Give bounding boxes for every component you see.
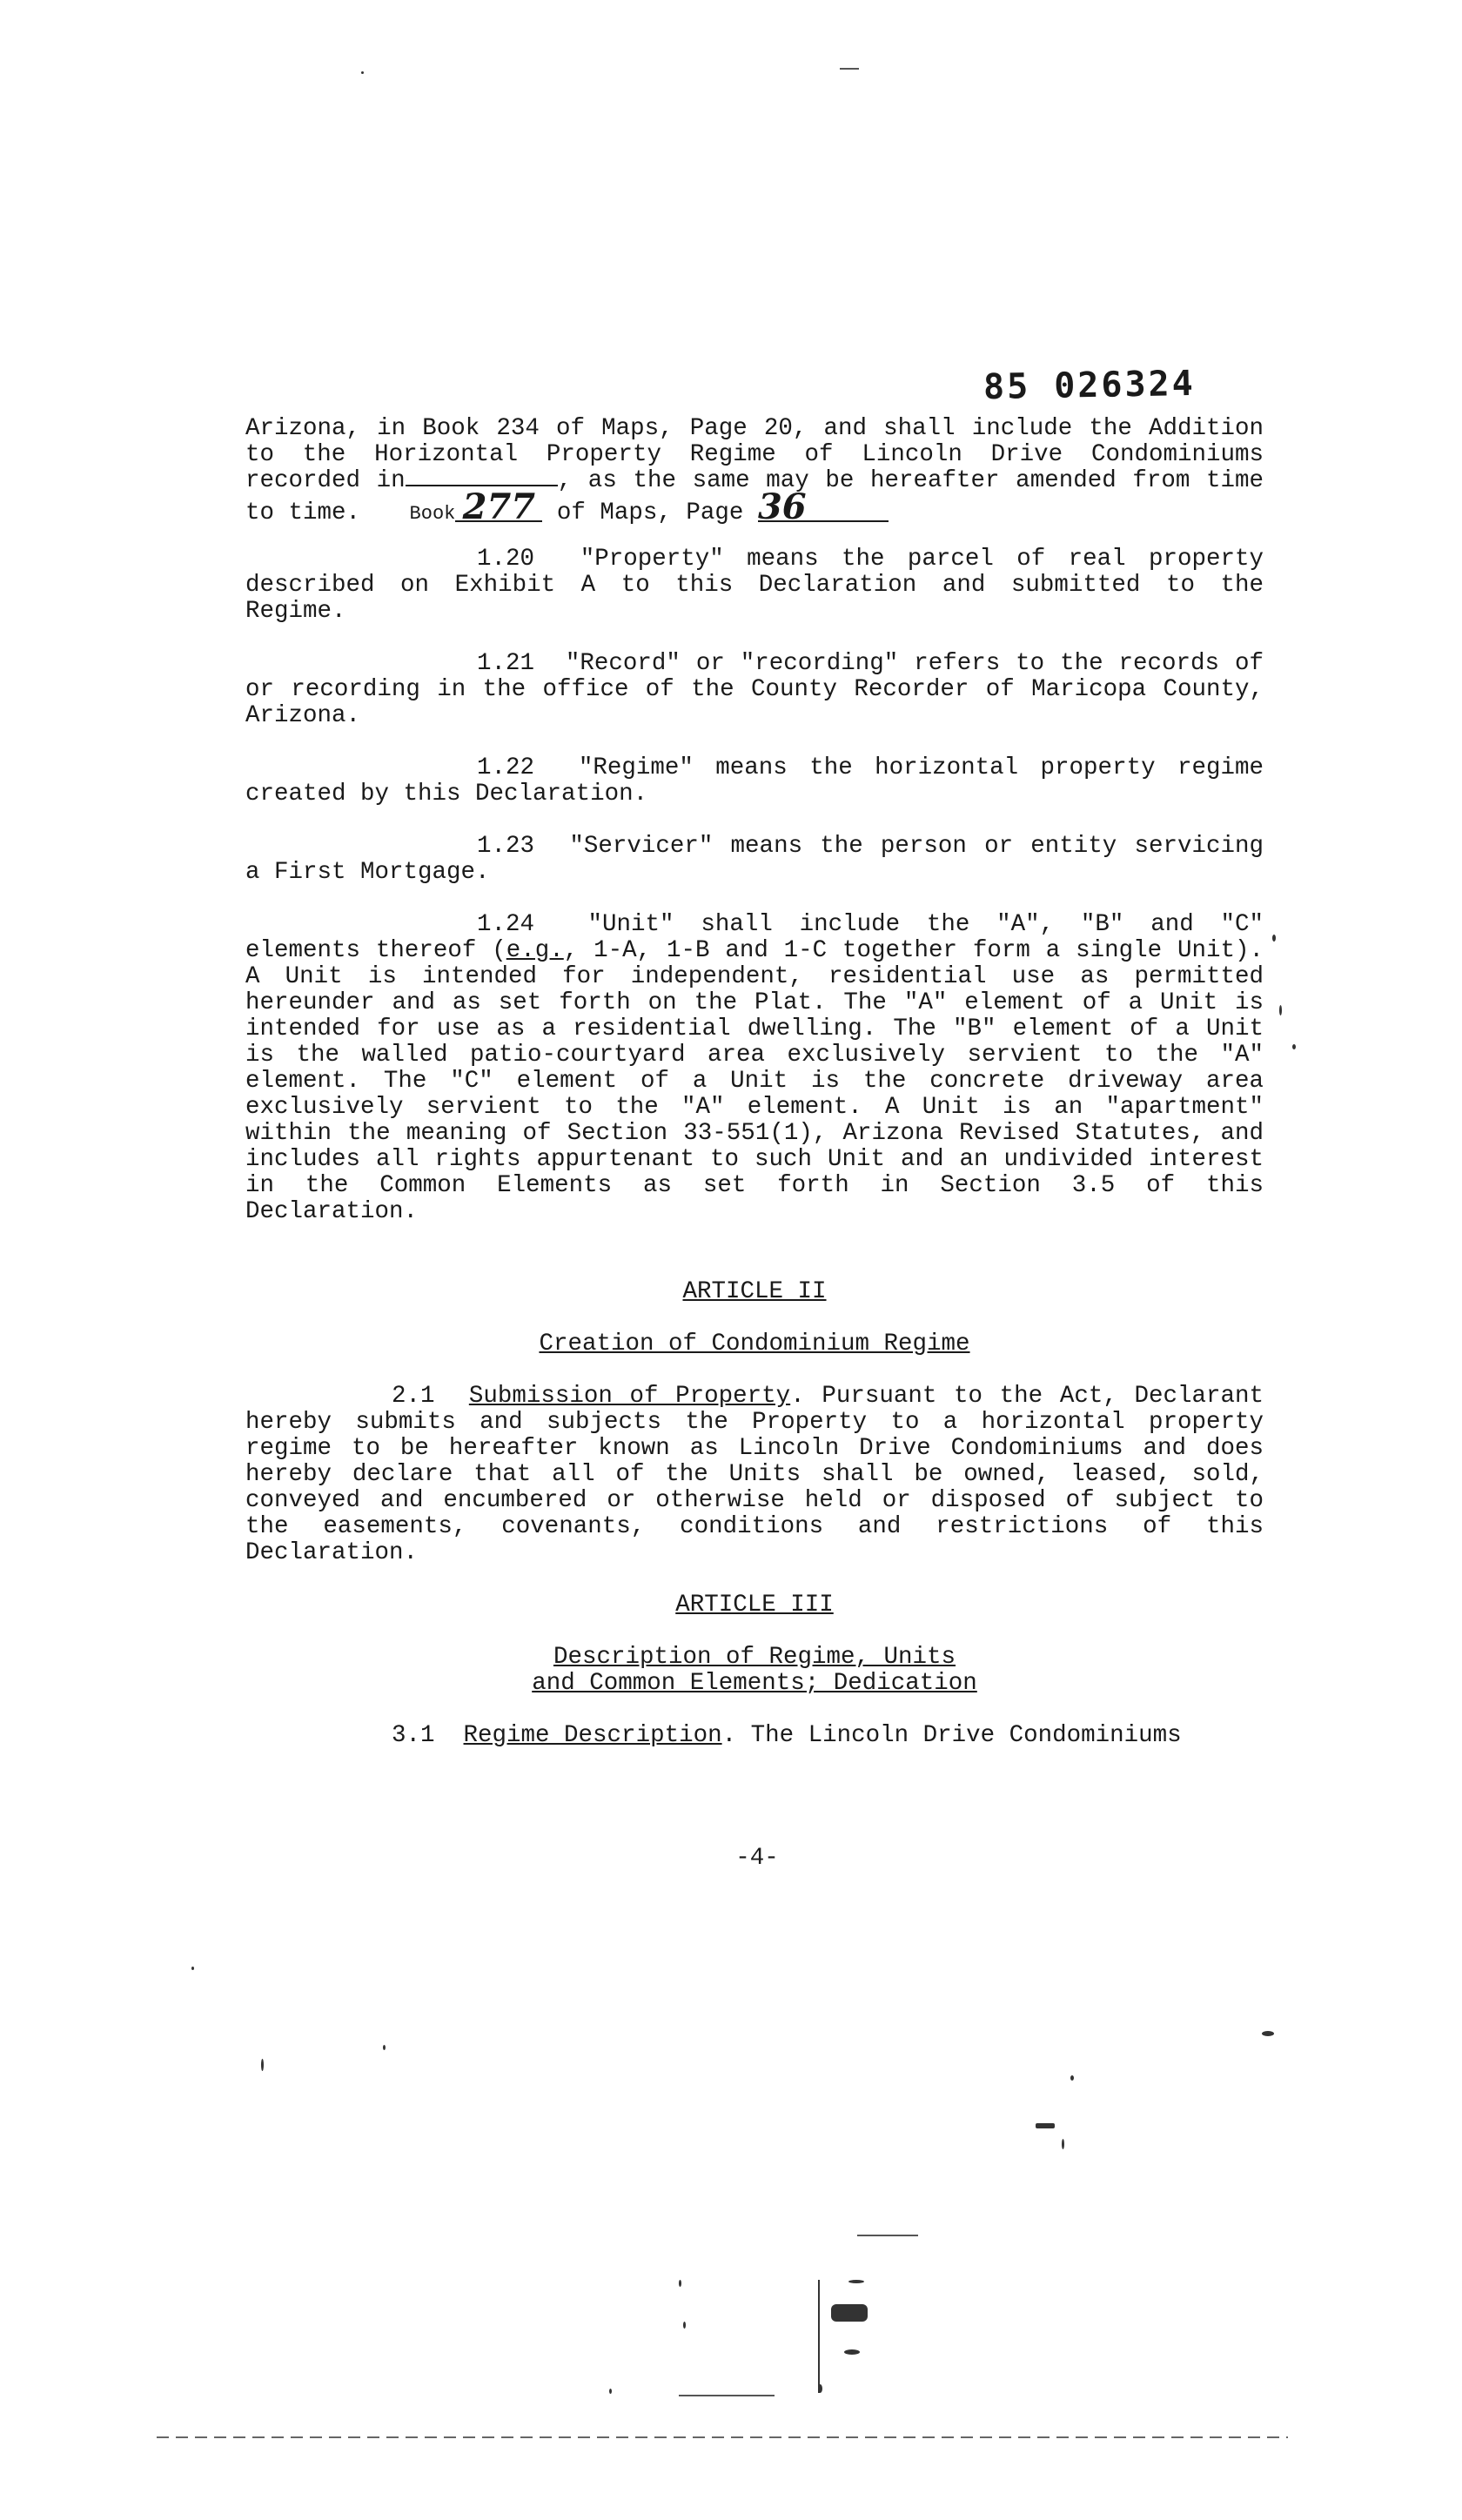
definition-text: "Record" or "recording" refers to the records of or recording in the office of the County Recorder of Maricopa County, Arizona. <box>245 650 1264 729</box>
article-3-heading: ARTICLE III <box>675 1592 834 1619</box>
definition-number: 1.24 <box>477 911 535 938</box>
scan-artifact <box>1062 2139 1064 2149</box>
scan-artifact <box>844 2349 860 2355</box>
maps-page-label: of Maps, Page <box>556 499 744 526</box>
definition-text: "Regime" means the horizontal property regime created by this Declaration. <box>245 754 1264 808</box>
scan-artifact <box>261 2059 264 2071</box>
continuation-paragraph <box>245 416 1264 527</box>
scan-artifact <box>818 2384 822 2393</box>
scan-artifact <box>609 2389 612 2394</box>
article-3-subheading-line2: and Common Elements; Dedication <box>532 1670 977 1697</box>
section-title: Regime Description <box>463 1722 722 1749</box>
definition-1-21 <box>245 651 1264 729</box>
scan-artifact <box>831 2304 868 2322</box>
section-3-1 <box>245 1723 1264 1749</box>
scan-artifact <box>848 2280 864 2283</box>
scan-artifact <box>1272 935 1276 942</box>
scan-artifact <box>1070 2075 1074 2081</box>
article-3-subheading-line1: Description of Regime, Units <box>553 1644 956 1671</box>
definition-number: 1.21 <box>477 650 535 677</box>
continuation-line2: , as the same may be hereafter amended from time to time. <box>245 467 1264 526</box>
scan-artifact <box>679 2280 681 2287</box>
section-number: 3.1 <box>392 1722 435 1749</box>
scan-artifact <box>191 1967 194 1970</box>
definition-eg: e.g. <box>506 937 564 964</box>
definition-text: "Servicer" means the person or entity servicing a First Mortgage. <box>245 833 1264 886</box>
definition-number: 1.20 <box>477 546 535 573</box>
scan-artifact <box>818 2280 820 2393</box>
scan-artifact <box>1292 1044 1296 1049</box>
recording-number: 85 026324 <box>982 363 1197 408</box>
scan-artifact <box>361 71 364 74</box>
article-2-heading: ARTICLE II <box>682 1278 827 1305</box>
page-number-handwritten: 36 <box>758 494 889 522</box>
section-text: . Pursuant to the Act, Declarant hereby submits and subjects the Property to a horizontal property regime to be hereafter known as Lincoln Drive Condominiums and does hereby declare that all of the Units shall be owned, leased, sold, conveyed and encumbered or otherwise held or disposed of subject to the easements, covenants, conditions and restrictions of this Declaration. <box>245 1383 1264 1566</box>
definition-text-after: , 1-A, 1-B and 1-C together form a single Unit). A Unit is intended for independent, residential use as permitted hereunder and as set forth on the Plat. The "A" element of a Unit is intended for use as a residential dwelling. The "B" element of a Unit is the walled patio-courtyard area exclusively servient to the "A" element. The "C" element of a Unit is the concrete driveway area exclusively servient to the "A" element. A Unit is an "apartment" within the meaning of Section 33-551(1), Arizona Revised Statutes, and includes all rights appurtenant to such Unit and an undivided interest in the Common Elements as set forth in Section 3.5 of this Declaration. <box>245 937 1264 1225</box>
scan-artifact <box>679 2395 775 2396</box>
section-number: 2.1 <box>392 1383 435 1410</box>
definition-text: "Property" means the parcel of real property described on Exhibit A to this Declaration and submitted to the Regime. <box>245 546 1264 625</box>
scan-artifact <box>383 2045 386 2050</box>
section-title: Submission of Property <box>468 1383 791 1410</box>
definition-1-22 <box>245 755 1264 808</box>
scan-artifact <box>157 2436 1288 2438</box>
scan-artifact <box>857 2235 918 2236</box>
definition-1-23 <box>245 834 1264 886</box>
definition-1-24 <box>245 912 1264 1225</box>
continuation-line1: Arizona, in Book 234 of Maps, Page 20, and shall include the Addition to the Horizontal Property Regime of Lincoln Drive Condominiums recorded in <box>245 415 1264 494</box>
scan-artifact <box>1262 2031 1274 2036</box>
article-2-subheading: Creation of Condominium Regime <box>539 1330 970 1357</box>
definition-1-20 <box>245 546 1264 625</box>
section-2-1 <box>245 1384 1264 1566</box>
scan-artifact <box>1279 1005 1282 1015</box>
book-prefix: Book <box>409 503 456 525</box>
scan-artifact <box>1036 2123 1055 2128</box>
definition-number: 1.23 <box>477 833 535 860</box>
page-number: -4- <box>735 1845 779 1872</box>
scan-artifact <box>683 2322 686 2329</box>
book-number-handwritten: 277 <box>455 494 542 522</box>
definition-text-before: "Unit" shall include the "A", "B" and "C" elements thereof ( <box>245 911 1264 964</box>
definition-number: 1.22 <box>477 754 535 781</box>
section-text: . The Lincoln Drive Condominiums <box>721 1722 1182 1749</box>
scan-artifact <box>840 68 859 70</box>
